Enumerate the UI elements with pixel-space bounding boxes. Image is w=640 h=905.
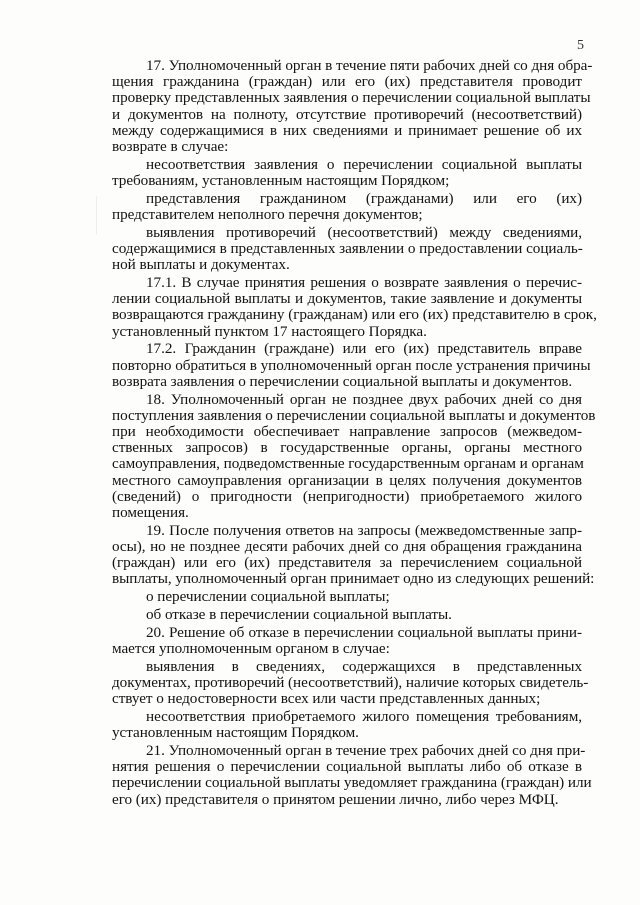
text-line: содержащимися в представленных заявлении о предоставлении социаль- bbox=[112, 240, 583, 258]
text-line: самоуправления, подведомственные государственным органам и органам bbox=[112, 455, 584, 473]
text-line: 17.1. В случае принятия решения о возврате заявления о перечис- bbox=[146, 274, 582, 292]
scan-artifact bbox=[96, 196, 97, 234]
paragraph-17 bbox=[112, 57, 593, 156]
list-item-decision-transfer bbox=[112, 589, 582, 605]
text-line: возврата заявления о перечислении социальной выплаты и документов. bbox=[112, 372, 573, 390]
text-line: возврате в случае: bbox=[112, 138, 229, 156]
list-item-contradictions bbox=[112, 225, 582, 274]
list-item-false-data bbox=[112, 657, 589, 708]
text-line: выявления в сведениях, содержащихся в представленных bbox=[146, 657, 582, 675]
text-line: выявления противоречий (несоответствий) между сведениями, bbox=[146, 223, 582, 241]
text-line: установленный пунктом 17 настоящего Порядка. bbox=[112, 322, 427, 340]
text-line: о перечислении социальной выплаты; bbox=[146, 588, 390, 606]
text-line: возвращаются гражданину (гражданам) или его (их) представителю в срок, bbox=[112, 306, 597, 324]
text-line: 17.2. Гражданин (граждане) или его (их) представитель вправе bbox=[146, 340, 582, 358]
text-line: и документов на полноту, отсутствие противоречий (несоответствий) bbox=[112, 105, 582, 123]
paragraph-17-1 bbox=[112, 274, 597, 340]
text-line: нятия решения о перечислении социальной выплаты либо об отказе в bbox=[112, 758, 582, 776]
paragraph-17-2 bbox=[112, 340, 591, 390]
text-line: ствует о недостоверности всех или части представленных данных; bbox=[112, 690, 541, 708]
text-line: его (их) представителя о принятом решении лично, либо через МФЦ. bbox=[112, 790, 559, 808]
text-line: между содержащимися в них сведениями и принимает решение об их bbox=[112, 121, 582, 139]
text-line: лении социальной выплаты и документов, такие заявление и документы bbox=[112, 290, 582, 308]
text-line: ной выплаты и документах. bbox=[112, 256, 290, 274]
text-line: перечислении социальной выплаты уведомляет гражданина (граждан) или bbox=[112, 774, 592, 792]
text-line: 17. Уполномоченный орган в течение пяти рабочих дней со дня обра- bbox=[146, 57, 593, 74]
text-line: требованиям, установленным настоящим Порядком; bbox=[112, 172, 450, 190]
page-number: 5 bbox=[577, 38, 584, 53]
text-line: несоответствия приобретаемого жилого помещения требованиям, bbox=[146, 708, 582, 726]
text-line: 19. После получения ответов на запросы (межведомственные запр- bbox=[146, 521, 582, 539]
text-line: (граждан) или его (их) представителя за перечислением социальной bbox=[112, 554, 582, 572]
text-line: 21. Уполномоченный орган в течение трех рабочих дней со дня при- bbox=[146, 742, 586, 760]
list-item-decision-refusal bbox=[112, 607, 582, 623]
text-line: помещения. bbox=[112, 504, 189, 522]
text-line: 18. Уполномоченный орган не позднее двух рабочих дней со дня bbox=[146, 390, 582, 408]
text-line: ственных запросов) в государственные органы, органы местного bbox=[112, 439, 582, 457]
text-line: несоответствия заявления о перечислении социальной выплаты bbox=[146, 155, 582, 173]
document-body bbox=[112, 57, 597, 809]
paragraph-20 bbox=[112, 625, 582, 657]
text-line: 20. Решение об отказе в перечислении социальной выплаты прини- bbox=[146, 623, 582, 641]
text-line: документах, противоречий (несоответствий), наличие которых свидетель- bbox=[112, 674, 589, 692]
text-line: представления гражданином (гражданами) или его (их) bbox=[146, 189, 582, 207]
text-line: представителем неполного перечня документов; bbox=[112, 206, 423, 224]
text-line: повторно обратиться в уполномоченный орган после устранения причины bbox=[112, 356, 591, 374]
paragraph-18 bbox=[112, 390, 596, 522]
text-line: при необходимости обеспечивает направление запросов (межведом- bbox=[112, 423, 582, 441]
text-line: установленным настоящим Порядком. bbox=[112, 724, 359, 742]
list-item-incomplete-documents bbox=[112, 191, 582, 223]
text-line: осы), но не позднее десяти рабочих дней со дня обращения гражданина bbox=[112, 538, 582, 556]
list-item-housing-nonconformity bbox=[112, 709, 582, 741]
text-line: проверку представленных заявления о перечислении социальной выплаты bbox=[112, 89, 591, 107]
paragraph-21 bbox=[112, 742, 592, 808]
paragraph-19 bbox=[112, 521, 595, 588]
list-item-nonconformity bbox=[112, 157, 582, 189]
text-line: щения гражданина (граждан) или его (их) представителя проводит bbox=[112, 73, 582, 91]
text-line: поступления заявления о перечислении социальной выплаты и документов bbox=[112, 406, 596, 424]
text-line: местного самоуправления организации в целях получения документов bbox=[112, 471, 582, 489]
text-line: (сведений) о пригодности (непригодности) приобретаемого жилого bbox=[112, 487, 582, 505]
text-line: выплаты, уполномоченный орган принимает одно из следующих решений: bbox=[112, 570, 595, 588]
text-line: мается уполномоченным органом в случае: bbox=[112, 640, 390, 658]
text-line: об отказе в перечислении социальной выплаты. bbox=[146, 606, 452, 624]
